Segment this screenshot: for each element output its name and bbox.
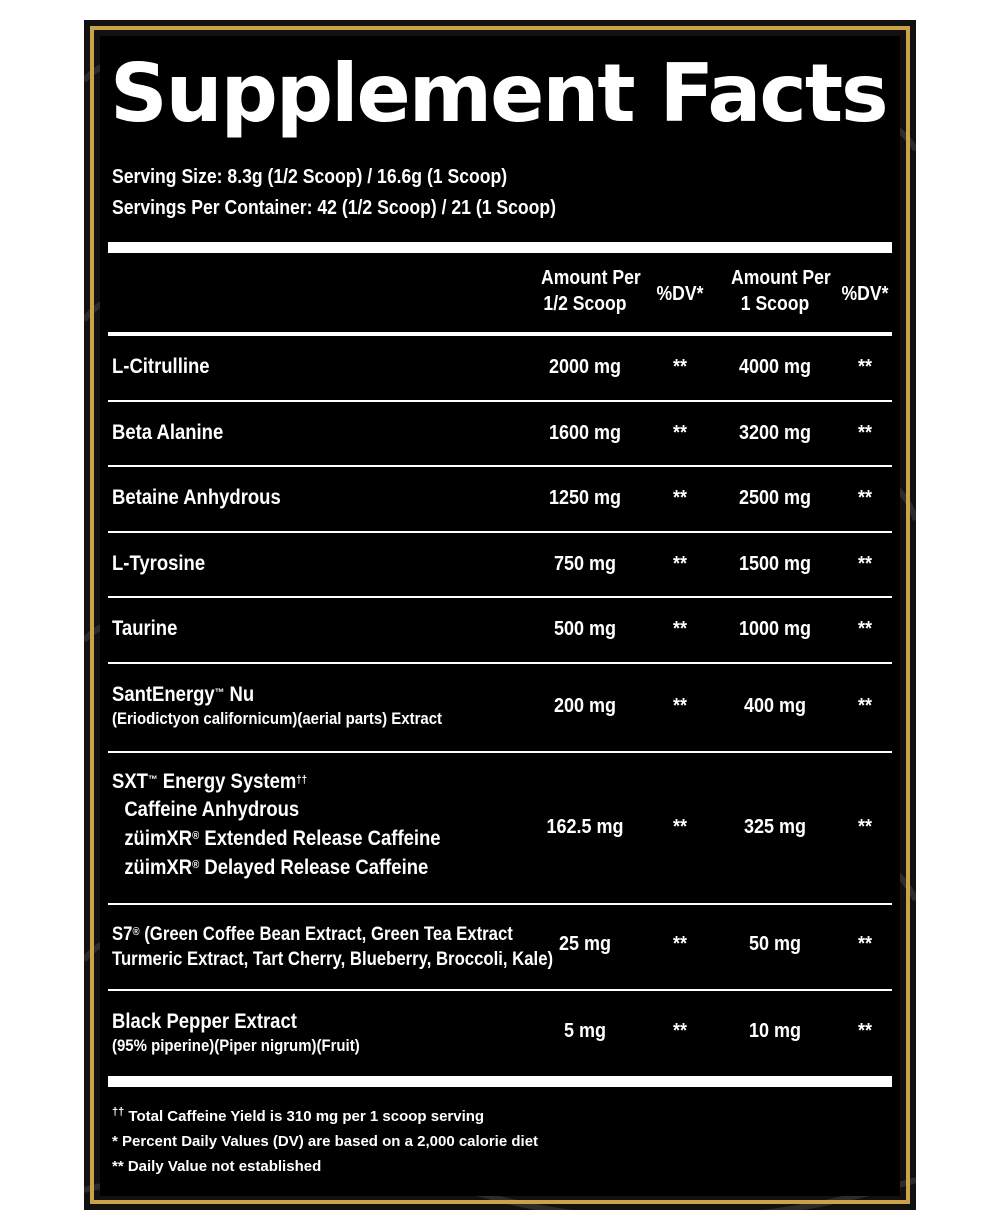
amount-full: 4000 mg [738,356,812,378]
dv-half: ** [672,553,688,575]
nutrient-name: Betaine Anhydrous [112,486,281,509]
dv-full: ** [857,618,873,640]
row-divider [108,400,892,402]
serving-size: Serving Size: 8.3g (1/2 Scoop) / 16.6g (1 Scoop) [112,166,508,188]
dv-full: ** [857,487,873,509]
page-title: Supplement Facts [110,47,887,140]
footnote-caffeine: †† Total Caffeine Yield is 310 mg per 1 scoop serving [112,1106,485,1125]
row-divider [108,751,892,753]
amount-full: 3200 mg [738,422,812,444]
amount-half: 5 mg [563,1020,607,1042]
footnote-dv: * Percent Daily Values (DV) are based on a 2,000 calorie diet [112,1133,539,1150]
dv-half: ** [672,933,688,955]
dv-full: ** [857,422,873,444]
amount-full: 1500 mg [738,553,812,575]
dv-half: ** [672,695,688,717]
amount-full: 2500 mg [738,487,812,509]
header-dv-half: %DV* [656,283,704,305]
dv-full: ** [857,933,873,955]
amount-half: 200 mg [553,695,617,717]
amount-half: 2000 mg [548,356,622,378]
nutrient-name: Beta Alanine [112,421,224,444]
header-amount-half: Amount Per 1/2 Scoop [541,267,641,315]
amount-full: 1000 mg [738,618,812,640]
nutrient-name: Taurine [112,617,178,640]
amount-half: 1600 mg [548,422,622,444]
dv-full: ** [857,553,873,575]
dv-full: ** [857,695,873,717]
dv-full: ** [857,1020,873,1042]
amount-half: 750 mg [553,553,617,575]
amount-half: 500 mg [553,618,617,640]
nutrient-name: S7® (Green Coffee Bean Extract, Green Tea Extract Turmeric Extract, Tart Cherry, Blueberry, Broccoli, Kale) [112,924,554,970]
thick-divider-bottom [108,1076,892,1087]
row-divider [108,989,892,991]
nutrient-name: SantEnergy™ Nu (Eriodictyon californicum)(aerial parts) Extract [112,683,443,728]
amount-full: 10 mg [748,1020,802,1042]
dv-full: ** [857,816,873,838]
dv-half: ** [672,618,688,640]
row-divider [108,596,892,598]
amount-full: 400 mg [743,695,807,717]
row-divider [108,903,892,905]
amount-full: 325 mg [743,816,807,838]
nutrient-name: L-Citrulline [112,355,210,378]
header-dv-full: %DV* [841,283,889,305]
supplement-facts-panel [100,36,900,1196]
dv-half: ** [672,422,688,444]
amount-full: 50 mg [748,933,802,955]
row-divider [108,465,892,467]
amount-half: 25 mg [558,933,612,955]
nutrient-name: SXT™ Energy System†† Caffeine Anhydrous züimXR® Extended Release Caffeine züimXR® Delayed Release Caffeine [112,770,441,879]
dv-half: ** [672,1020,688,1042]
thick-divider-top [108,242,892,253]
nutrient-name: L-Tyrosine [112,552,206,575]
servings-per-container: Servings Per Container: 42 (1/2 Scoop) / 21 (1 Scoop) [112,197,557,219]
row-divider [108,662,892,664]
footnote-not-established: ** Daily Value not established [112,1158,322,1175]
dv-half: ** [672,816,688,838]
dv-half: ** [672,356,688,378]
dv-full: ** [857,356,873,378]
amount-half: 1250 mg [548,487,622,509]
dv-half: ** [672,487,688,509]
amount-half: 162.5 mg [546,816,624,838]
header-amount-full: Amount Per 1 Scoop [731,267,831,315]
nutrient-name: Black Pepper Extract (95% piperine)(Piper nigrum)(Fruit) [112,1010,360,1055]
row-divider [108,531,892,533]
header-divider [108,332,892,336]
